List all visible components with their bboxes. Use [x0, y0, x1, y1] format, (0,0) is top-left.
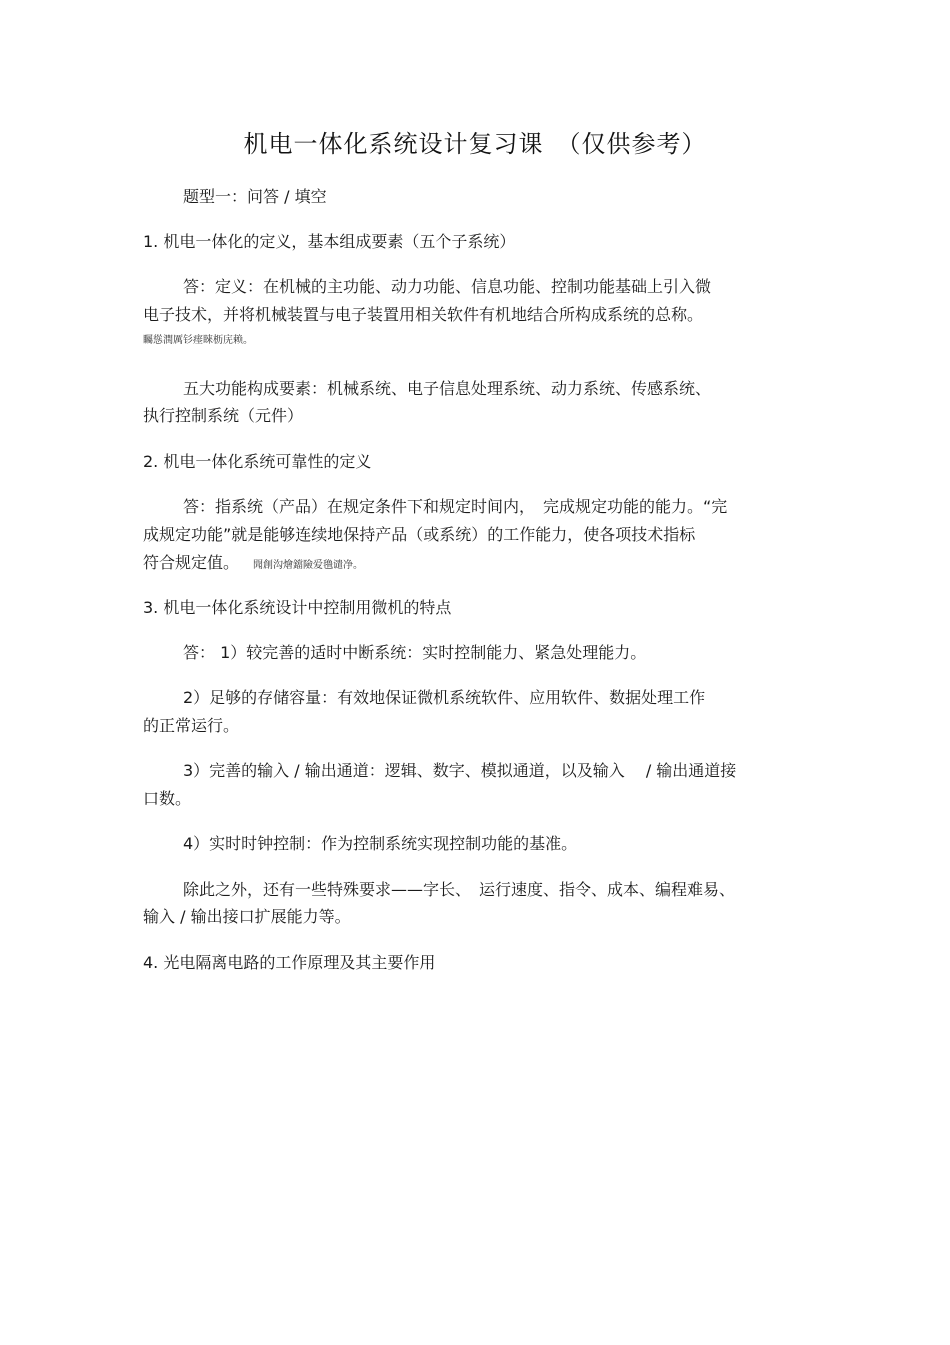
document-title: 机电一体化系统设计复习课 （仅供参考） — [243, 130, 707, 158]
q1-heading: 1. 机电一体化的定义，基本组成要素（五个子系统） — [143, 232, 516, 251]
q1-artifact-text: 矚慫潤厲钐瘗睞枥庑赖。 — [143, 335, 253, 346]
q1-answer-line-2: 电子技术，并将机械装置与电子装置用相关软件有机地结合所构成系统的总称。 — [143, 305, 704, 324]
q3-point-4: 4）实时时钟控制：作为控制系统实现控制功能的基准。 — [183, 834, 578, 853]
q3-extra-line-2: 输入 / 输出接口扩展能力等。 — [143, 907, 351, 926]
q2-answer-line-1: 答：指系统（产品）在规定条件下和规定时间内， 完成规定功能的能力。“完 — [183, 497, 728, 516]
q2-heading: 2. 机电一体化系统可靠性的定义 — [143, 452, 372, 471]
q1-elements-line-1: 五大功能构成要素：机械系统、电子信息处理系统、动力系统、传感系统、 — [183, 379, 712, 398]
q2-answer-line-2: 成规定功能”就是能够连续地保持产品（或系统）的工作能力，使各项技术指标 — [143, 525, 696, 544]
q1-answer-line-1: 答：定义：在机械的主功能、动力功能、信息功能、控制功能基础上引入微 — [183, 277, 712, 296]
q3-point-3-line-2: 口数。 — [143, 789, 192, 808]
q3-point-3-line-1: 3）完善的输入 / 输出通道：逻辑、数字、模拟通道，以及输入 / 输出通道接 — [183, 761, 737, 780]
q3-heading: 3. 机电一体化系统设计中控制用微机的特点 — [143, 598, 452, 617]
q1-elements-line-2: 执行控制系统（元件） — [143, 406, 304, 425]
q3-point-2-line-2: 的正常运行。 — [143, 716, 240, 735]
q2-answer-line-3-text: 符合规定值。 — [143, 553, 240, 572]
q3-extra-line-1: 除此之外，还有一些特殊要求——字长、 运行速度、指令、成本、编程难易、 — [183, 880, 736, 899]
q2-answer-line-3 — [143, 553, 363, 576]
q3-point-1: 答： 1）较完善的适时中断系统：实时控制能力、紧急处理能力。 — [183, 643, 647, 662]
q2-artifact-text: 聞創沟燴鐺險爱氇谴净。 — [253, 560, 364, 571]
q3-point-2-line-1: 2）足够的存储容量：有效地保证微机系统软件、应用软件、数据处理工作 — [183, 688, 706, 707]
section-type: 题型一：问答 / 填空 — [183, 187, 327, 206]
q4-heading: 4. 光电隔离电路的工作原理及其主要作用 — [143, 953, 436, 972]
